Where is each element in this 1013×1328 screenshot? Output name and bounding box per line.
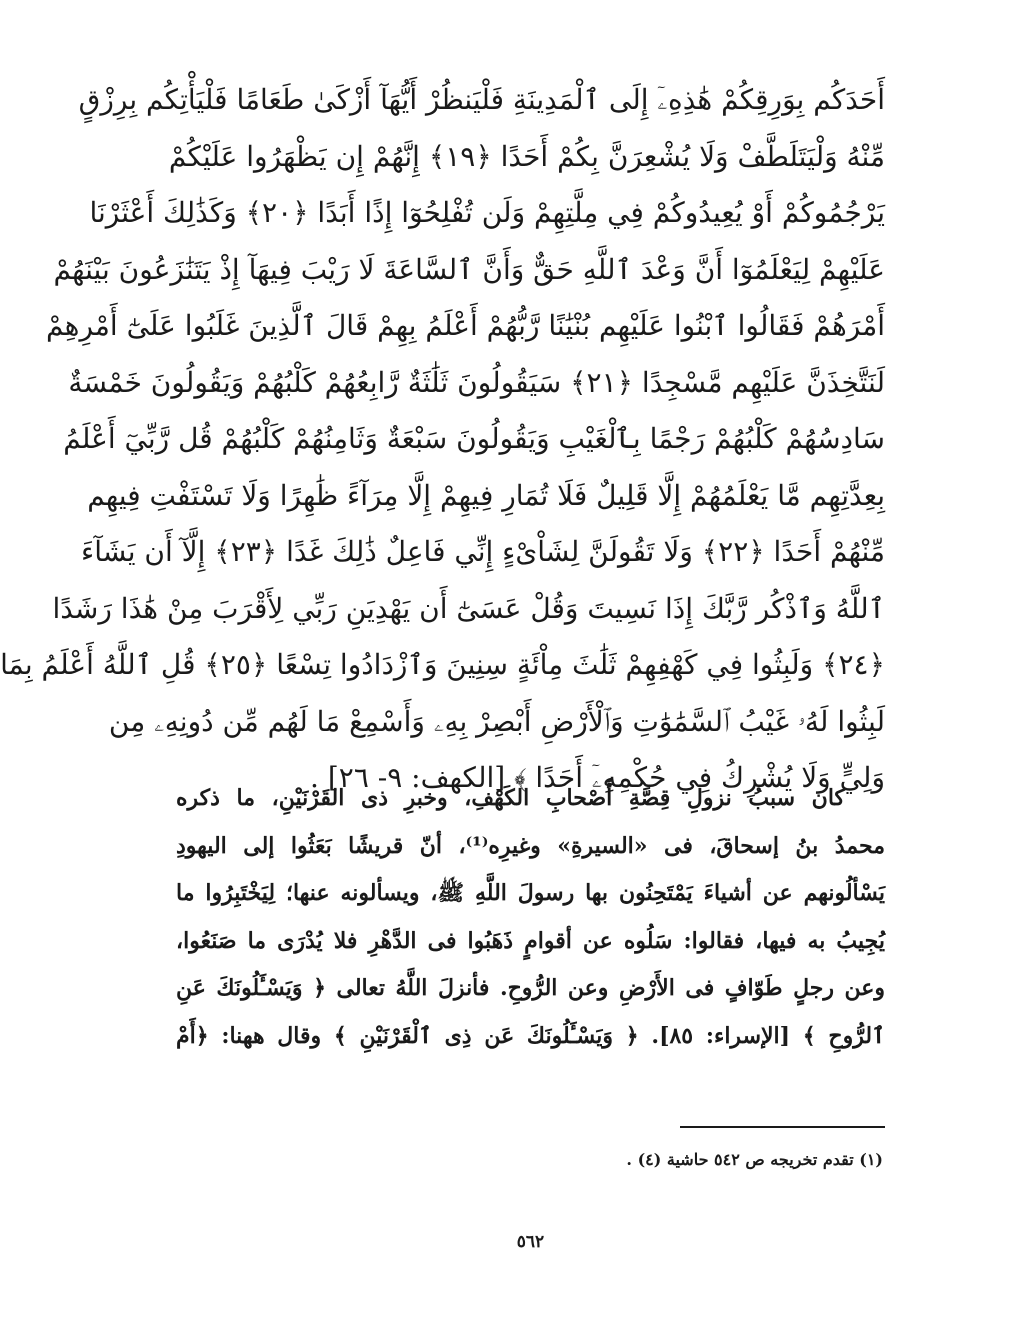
page-number: ٥٦٢ (516, 1232, 545, 1252)
commentary-line: يُجِيبُ به فيها، فقالوا: سَلُوه عن أقوامٍ ذَهَبُوا فى الدَّهْرِ فلا يُدْرَى ما صَنَعُوا، (176, 927, 885, 954)
footnote: (١) تقدم تخريجه ص ٥٤٢ حاشية (٤) . (626, 1150, 883, 1169)
footnote-separator (680, 1126, 885, 1128)
commentary-line: كان سببُ نزولِ قِصَّةِ أَصْحابِ الكَهْفِ، وخبرِ ذى القَرْنَيْنِ، ما ذكره (176, 785, 845, 811)
quran-line: ٱللَّهُ وَٱذْكُر رَّبَّكَ إِذَا نَسِيتَ وَقُلْ عَسَىٰٓ أَن يَهْدِيَنِ رَبِّي لِأَقْرَبَ مِنْ هَٰذَا رَشَدًا (52, 591, 885, 625)
commentary-line: محمدُ بنُ إسحاقَ، فى «السيرةِ» وغيرِه⁽¹⁾، أنّ قريشًا بَعَثُوا إلى اليهودِ (176, 832, 886, 859)
commentary-paragraph (176, 775, 885, 1060)
quran-line: عَلَيْهِمْ لِيَعْلَمُوٓا أَنَّ وَعْدَ ٱللَّهِ حَقٌّ وَأَنَّ ٱلسَّاعَةَ لَا رَيْبَ فِيهَآ إِذْ يَتَنَٰزَعُونَ بَيْنَهُمْ (53, 252, 885, 286)
quran-line: أَحَدَكُم بِوَرِقِكُمْ هَٰذِهِۦٓ إِلَى ٱلْمَدِينَةِ فَلْيَنظُرْ أَيُّهَآ أَزْكَىٰ طَعَامًا فَلْيَأْتِكُم بِرِزْقٍ (78, 83, 885, 116)
commentary-line: وعن رجلٍ طَوّافٍ فى الأَرْضِ وعن الرُّوحِ. فأنزلَ اللَّهُ تعالى ﴿ وَيَسْـَٔلُونَكَ عَنِ (176, 975, 885, 1001)
quran-line: لَبِثُوا لَهُۥ غَيْبُ ٱلسَّمَٰوَٰتِ وَٱلْأَرْضِ أَبْصِرْ بِهِۦ وَأَسْمِعْ مَا لَهُم مِّن دُونِهِۦ مِن (108, 704, 885, 738)
quran-line: مِّنْهُمْ أَحَدًا ﴿٢٢﴾ وَلَا تَقُولَنَّ لِشَاْىْءٍ إِنِّي فَاعِلٌ ذَٰلِكَ غَدًا ﴿٢٣﴾ إِلَّآ أَن يَشَآءَ (81, 535, 885, 568)
commentary-line: يَسْألُونهم عن أشياءَ يَمْتَحِنُون بها رسولَ اللَّهِ ﷺ، ويسألونه عنها؛ لِيَخْتَبِرُوا ما (176, 880, 885, 906)
commentary-line: ٱلرُّوحِ ﴾ [الإسراء: ٨٥]. ﴿ وَيَسْـَٔلُونَكَ عَن ذِى ٱلْقَرْنَيْنِ ﴾ وقال ههنا: ﴿أَمْ (176, 1022, 885, 1049)
quran-line: لَنَتَّخِذَنَّ عَلَيْهِم مَّسْجِدًا ﴿٢١﴾ سَيَقُولُونَ ثَلَٰثَةٌ رَّابِعُهُمْ كَلْبُهُمْ وَيَقُولُونَ خَمْسَةٌ (68, 365, 885, 399)
quran-line: يَرْجُمُوكُمْ أَوْ يُعِيدُوكُمْ فِي مِلَّتِهِمْ وَلَن تُفْلِحُوٓا إِذًا أَبَدًا ﴿٢٠﴾ وَكَذَٰلِكَ أَعْثَرْنَا (89, 196, 885, 229)
quran-line: سَادِسُهُمْ كَلْبُهُمْ رَجْمًا بِٱلْغَيْبِ وَيَقُولُونَ سَبْعَةٌ وَثَامِنُهُمْ كَلْبُهُمْ قُل رَّبِّيٓ أَعْلَمُ (63, 422, 885, 455)
quran-line: وَلِيٍّ وَلَا يُشْرِكُ فِي حُكْمِهِۦٓ أَحَدًا ﴾ [الكهف: ٩- ٢٦] . (310, 761, 885, 794)
quran-line: مِّنْهُ وَلْيَتَلَطَّفْ وَلَا يُشْعِرَنَّ بِكُمْ أَحَدًا ﴿١٩﴾ إِنَّهُمْ إِن يَظْهَرُوا عَلَيْكُمْ (168, 139, 885, 173)
quran-line: أَمْرَهُمْ فَقَالُوا ٱبْنُوا عَلَيْهِم بُنْيَٰنًا رَّبُّهُمْ أَعْلَمُ بِهِمْ قَالَ ٱلَّذِينَ غَلَبُوا عَلَىٰٓ أَمْرِهِمْ (46, 309, 885, 342)
quran-line: بِعِدَّتِهِم مَّا يَعْلَمُهُمْ إِلَّا قَلِيلٌ فَلَا تُمَارِ فِيهِمْ إِلَّا مِرَآءً ظَٰهِرًا وَلَا تَسْتَفْتِ فِيهِم (87, 478, 885, 512)
quran-line: ﴿٢٤﴾ وَلَبِثُوا فِي كَهْفِهِمْ ثَلَٰثَ مِاْئَةٍ سِنِينَ وَٱزْدَادُوا تِسْعًا ﴿٢٥﴾ قُلِ ٱللَّهُ أَعْلَمُ بِمَا (0, 648, 885, 681)
quran-text-block (0, 72, 885, 807)
